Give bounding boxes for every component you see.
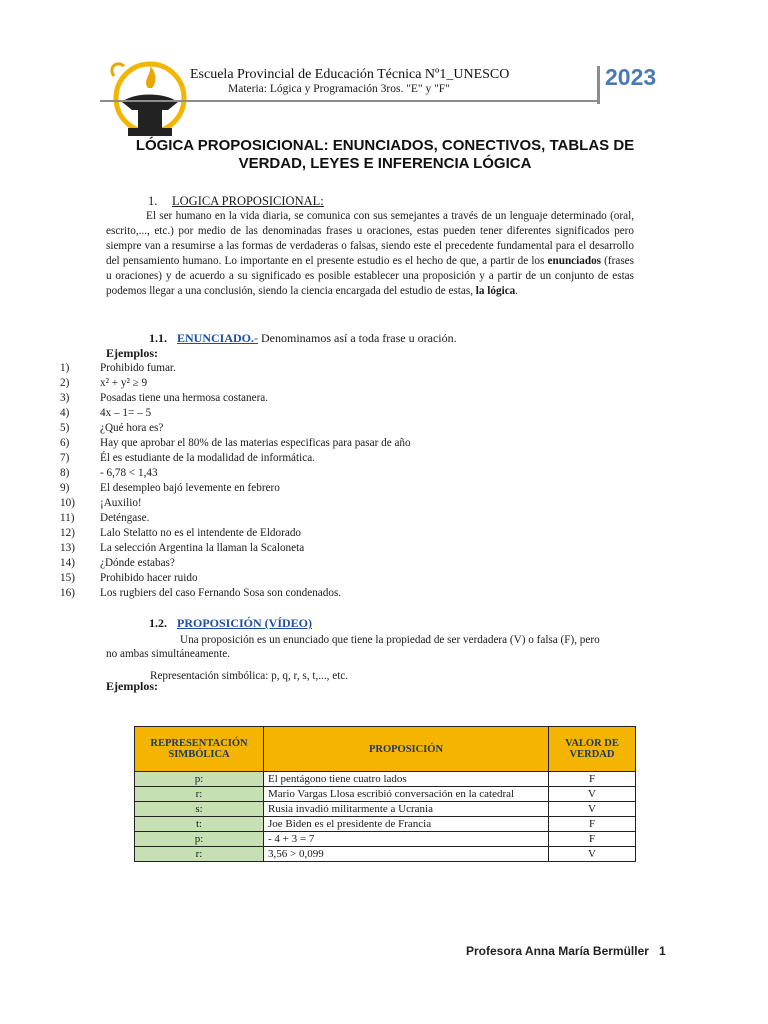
footer-author: Profesora Anna María Bermüller (466, 944, 649, 958)
table-row: p: El pentágono tiene cuatro lados F (135, 772, 636, 787)
list-item: 7) Él es estudiante de la modalidad de informática. (60, 452, 315, 464)
examples-label: Ejemplos: (106, 346, 158, 360)
table-header-row (135, 727, 636, 772)
section-1-heading: LOGICA PROPOSICIONAL: (172, 194, 324, 208)
year-label: 2023 (605, 64, 657, 90)
section-1-2-heading: 1.2. PROPOSICIÓN (VÍDEO) (149, 616, 313, 630)
page-footer (466, 944, 666, 958)
section-1-2-text: Una proposición es un enunciado que tiene la propiedad de ser verdadera (V) o falsa (F), pero no ambas simultáneamente. Representación simbólica: p, q, r, s, t,..., etc. (106, 634, 600, 682)
examples-label-2: Ejemplos: (106, 679, 158, 693)
list-item: 10) ¡Auxilio! (60, 497, 142, 509)
page-number: 1 (658, 944, 666, 958)
subject-line: Materia: Lógica y Programación 3ros. "E" y "F" (228, 83, 450, 95)
list-item: 1) Prohibido fumar. (60, 362, 176, 374)
table-row: p: - 4 + 3 = 7 F (135, 832, 636, 847)
header-divider (100, 100, 600, 102)
list-item: 3) Posadas tiene una hermosa costanera. (60, 392, 269, 404)
list-item: 12) Lalo Stelatto no es el intendente de Eldorado (60, 527, 302, 539)
col-header-truth-value: VALOR DE VERDAD (549, 727, 636, 772)
term-la-logica: la lógica (475, 285, 516, 297)
list-item: 8) - 6,78 < 1,43 (60, 467, 158, 479)
table-row: t: Joe Biden es el presidente de Francia F (135, 817, 636, 832)
list-item: 2) x² + y² ≥ 9 (60, 377, 148, 389)
col-header-proposition: PROPOSICIÓN (264, 727, 549, 772)
table-row: r: 3,56 > 0,099 V (135, 847, 636, 862)
proposicion-video-link[interactable]: PROPOSICIÓN (VÍDEO) (177, 616, 313, 630)
table-row: r: Mario Vargas Llosa escribió conversación en la catedral V (135, 787, 636, 802)
term-enunciados: enunciados (547, 255, 602, 267)
enunciado-link[interactable]: ENUNCIADO.- (177, 331, 258, 345)
list-item: 9) El desempleo bajó levemente en febrero (60, 482, 280, 494)
section-1-paragraph: El ser humano en la vida diaria, se comunica con sus semejantes a través de un lenguaje determinado (oral, escrito,..., etc.) por medio de las denominadas frases u oraciones, estas pueden tener diferentes significados pero siempre van a resumirse a las formas de verdaderas o falsas, siendo este el precedente fundamental para el desarrollo del pensamiento humano. Lo importante en el presente estudio es el hecho de que, a partir de los enunciados (frases u oraciones) y de acuerdo a su significado es posible establecer una proposición y a partir de un conjunto de estas podemos llegar a una conclusión, siendo la ciencia encargada del estudio de estas, la lógica. (106, 210, 635, 297)
list-item: 15) Prohibido hacer ruido (60, 572, 198, 584)
list-item: 6) Hay que aprobar el 80% de las materias especificas para pasar de año (60, 437, 411, 449)
school-name: Escuela Provincial de Educación Técnica Nº1_UNESCO (190, 67, 510, 82)
col-header-symbol: REPRESENTACIÓN SIMBÓLICA (135, 727, 264, 772)
section-1-1-heading: 1.1. ENUNCIADO.- Denominamos así a toda frase u oración. (149, 331, 457, 345)
school-logo-icon (108, 58, 192, 148)
list-item: 4) 4x – 1= – 5 (60, 407, 152, 419)
page-title: LÓGICA PROPOSICIONAL: ENUNCIADOS, CONECTIVOS, TABLAS DE VERDAD, LEYES E INFERENCIA LÓGICA (135, 137, 635, 172)
examples-list (60, 361, 660, 601)
propositions-table (134, 726, 636, 862)
year-divider (597, 66, 600, 104)
section-1-number: 1. (148, 194, 158, 208)
list-item: 14) ¿Dónde estabas? (60, 557, 175, 569)
list-item: 16) Los rugbiers del caso Fernando Sosa son condenados. (60, 587, 342, 599)
list-item: 11) Deténgase. (60, 512, 150, 524)
table-row: s: Rusia invadió militarmente a Ucrania V (135, 802, 636, 817)
list-item: 5) ¿Qué hora es? (60, 422, 164, 434)
list-item: 13) La selección Argentina la llaman la Scaloneta (60, 542, 305, 554)
